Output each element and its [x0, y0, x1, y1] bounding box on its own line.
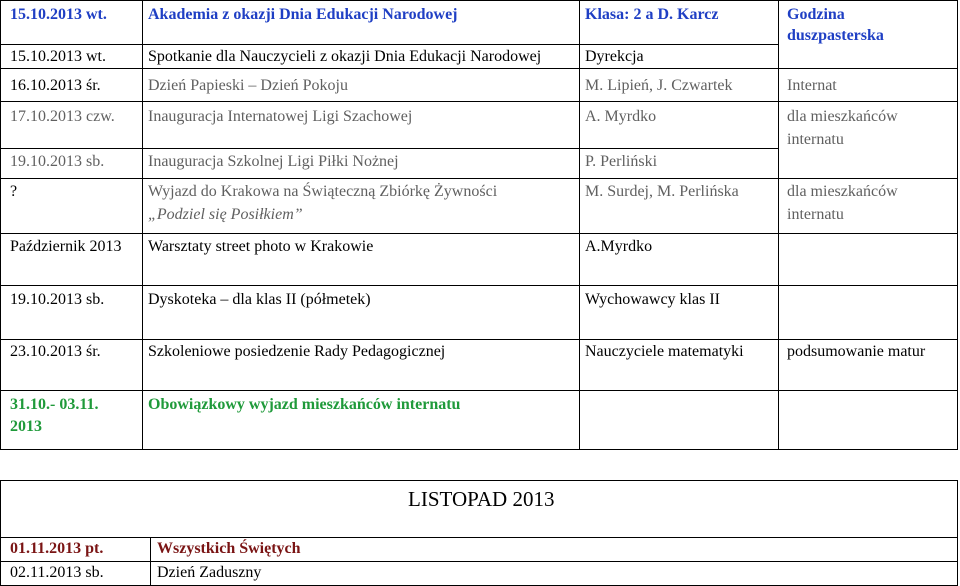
row4-note-line2: internatu	[787, 131, 844, 148]
november-heading: LISTOPAD 2013	[408, 487, 555, 511]
grid-line	[957, 0, 958, 450]
nov-row2-date: 02.11.2013 sb.	[10, 564, 104, 581]
nov-row2-event: Dzień Zaduszny	[157, 564, 262, 581]
grid-line	[0, 68, 958, 69]
nov-row1-date: 01.11.2013 pt.	[10, 540, 104, 557]
row4-event: Inauguracja Internatowej Ligi Szachowej	[148, 108, 413, 125]
row2-event: Spotkanie dla Nauczycieli z okazji Dnia Edukacji Narodowej	[148, 48, 542, 65]
grid-line	[0, 148, 778, 149]
row1-note-line1: Godzina	[787, 6, 845, 23]
grid-line	[0, 44, 778, 45]
row7-date: Październik 2013	[10, 238, 122, 255]
row10-date-line1: 31.10.- 03.11.	[10, 396, 99, 413]
row6-event-line1: Wyjazd do Krakowa na Świąteczną Zbiórkę Żywności	[148, 183, 498, 200]
nov-row1-event: Wszystkich Świętych	[157, 540, 301, 557]
row8-event: Dyskoteka – dla klas II (półmetek)	[148, 291, 371, 308]
row7-event: Warsztaty street photo w Krakowie	[148, 238, 374, 255]
grid-line	[0, 537, 958, 538]
row3-event: Dzień Papieski – Dzień Pokoju	[148, 77, 348, 94]
row2-person: Dyrekcja	[585, 48, 644, 65]
row9-note: podsumowanie matur	[787, 343, 926, 360]
grid-line	[0, 390, 958, 391]
grid-line	[142, 0, 143, 450]
row6-event-line2: „Podziel się Posiłkiem”	[148, 206, 303, 223]
row6-person: M. Surdej, M. Perlińska	[585, 183, 739, 200]
row3-date: 16.10.2013 śr.	[10, 77, 101, 94]
row1-note-line2: duszpasterska	[787, 27, 884, 44]
grid-line	[0, 101, 958, 102]
row10-event: Obowiązkowy wyjazd mieszkańców internatu	[148, 396, 461, 413]
row2-date: 15.10.2013 wt.	[10, 48, 106, 65]
row1-event: Akademia z okazji Dnia Edukacji Narodowej	[148, 6, 458, 23]
grid-line	[0, 339, 958, 340]
grid-line	[0, 480, 958, 481]
row8-person: Wychowawcy klas II	[585, 291, 720, 308]
row4-date: 17.10.2013 czw.	[10, 108, 115, 125]
grid-line	[0, 449, 958, 450]
row5-date: 19.10.2013 sb.	[10, 153, 105, 170]
grid-line	[0, 285, 958, 286]
row4-person: A. Myrdko	[585, 108, 657, 125]
grid-line	[0, 561, 958, 562]
grid-line	[150, 537, 151, 586]
grid-line	[778, 0, 779, 450]
grid-line	[0, 0, 958, 1]
row10-date-line2: 2013	[10, 418, 42, 435]
grid-line	[0, 480, 1, 586]
grid-line	[957, 480, 958, 586]
row1-date: 15.10.2013 wt.	[10, 6, 107, 23]
row9-event: Szkoleniowe posiedzenie Rady Pedagogicznej	[148, 343, 446, 360]
row9-date: 23.10.2013 śr.	[10, 343, 101, 360]
row8-date: 19.10.2013 sb.	[10, 291, 105, 308]
row3-person: M. Lipień, J. Czwartek	[585, 77, 733, 94]
row5-person: P. Perliński	[585, 153, 658, 170]
row6-date: ?	[10, 183, 18, 200]
row9-person: Nauczyciele matematyki	[585, 343, 744, 360]
grid-line	[579, 0, 580, 450]
grid-line	[0, 233, 958, 234]
row5-event: Inauguracja Szkolnej Ligi Piłki Nożnej	[148, 153, 399, 170]
row1-person: Klasa: 2 a D. Karcz	[585, 6, 719, 23]
row7-person: A.Myrdko	[585, 238, 653, 255]
row4-note-line1: dla mieszkańców	[787, 108, 898, 125]
row3-note: Internat	[787, 77, 837, 94]
grid-line	[0, 178, 958, 179]
row6-note-line1: dla mieszkańców	[787, 183, 898, 200]
row6-note-line2: internatu	[787, 206, 844, 223]
grid-line	[0, 0, 1, 450]
